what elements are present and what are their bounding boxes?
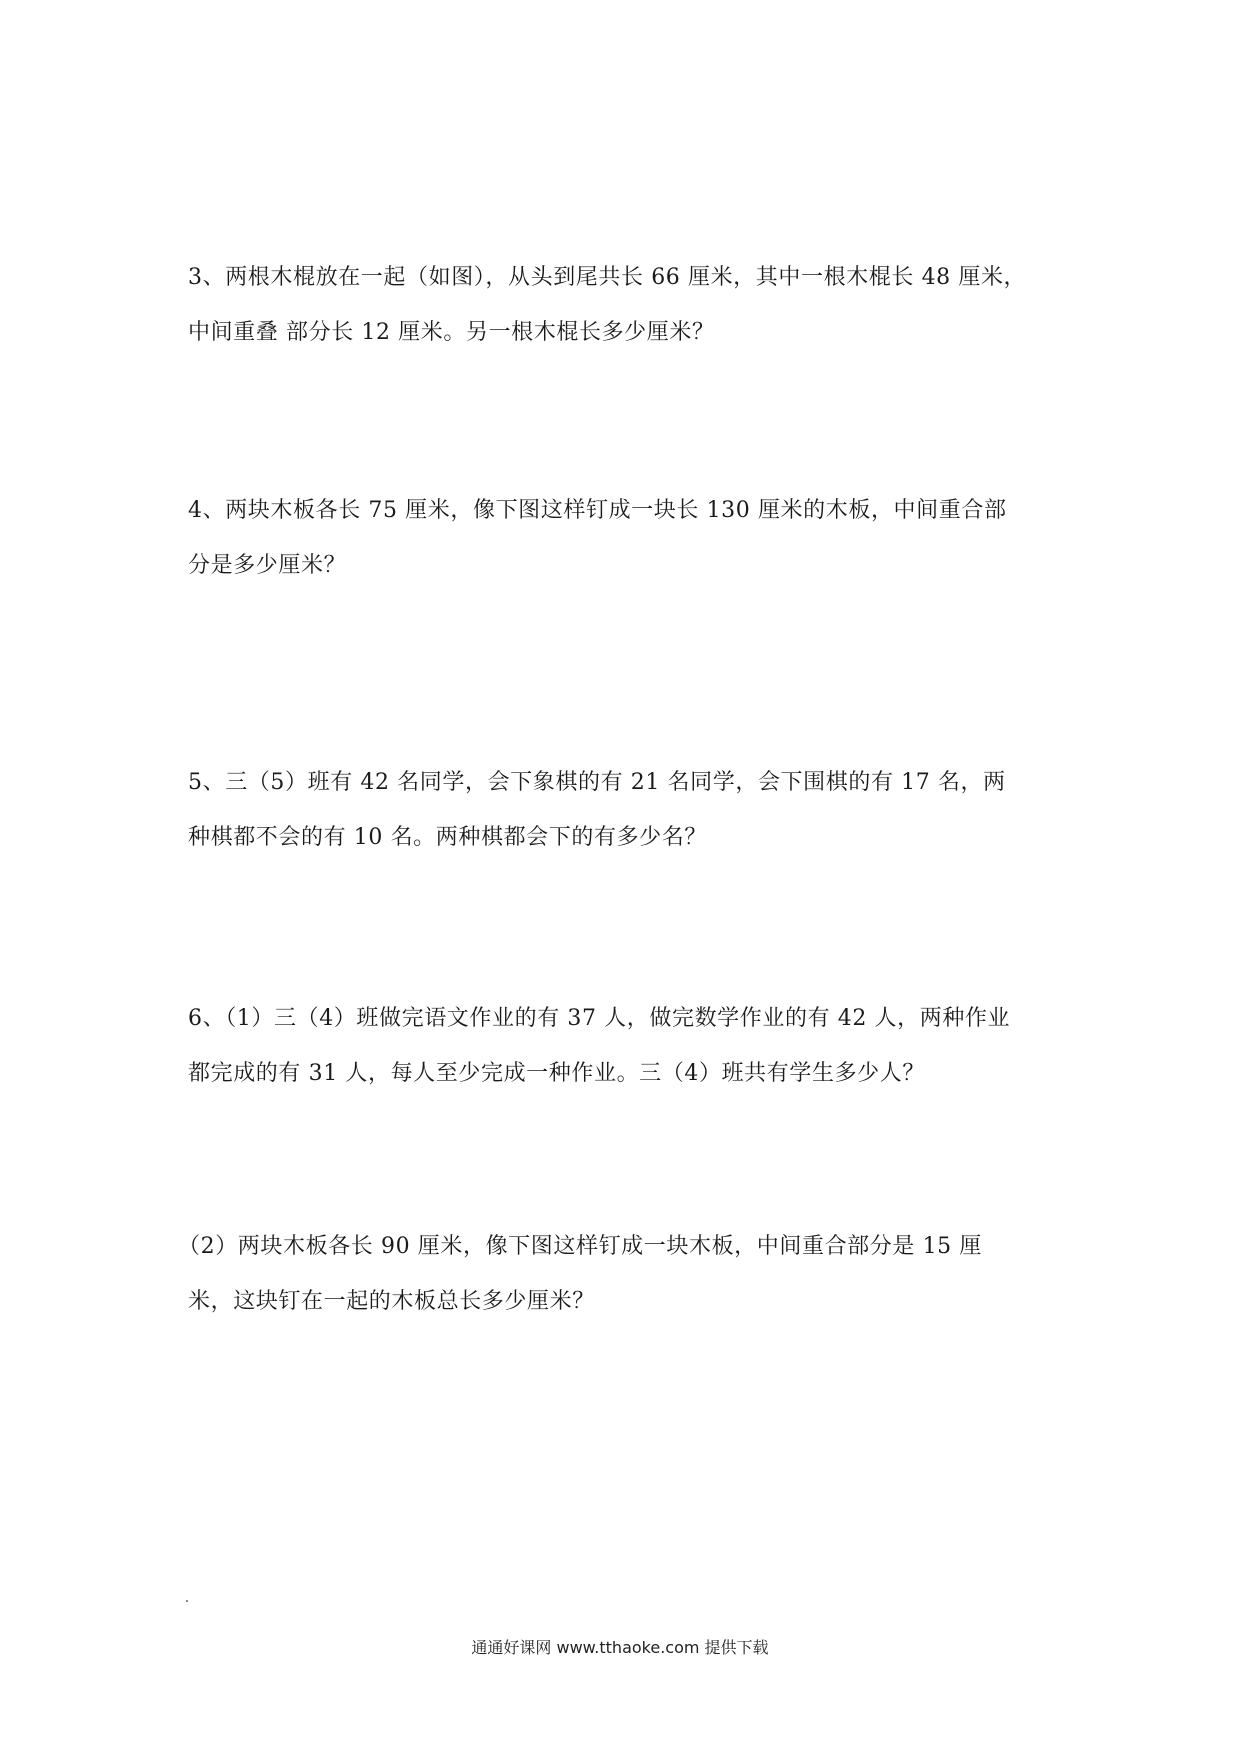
problem-4-line-1: 4、两块木板各长 75 厘米，像下图这样钉成一块长 130 厘米的木板，中间重合部 (188, 498, 1007, 523)
problem-5-line-1: 5、三（5）班有 42 名同学，会下象棋的有 21 名同学，会下围棋的有 17 名，两 (188, 770, 1006, 795)
problem-3-line-2: 中间重叠 部分长 12 厘米。另一根木棍长多少厘米？ (188, 320, 715, 345)
footer-source: 通通好课网 www.tthaoke.com 提供下载 (471, 1638, 769, 1657)
problem-6-2-line-1: （2）两块木板各长 90 厘米，像下图这样钉成一块木板，中间重合部分是 15 厘 (178, 1234, 982, 1259)
scan-speck (186, 1600, 188, 1602)
problem-6-1-line-1: 6、（1）三（4）班做完语文作业的有 37 人，做完数学作业的有 42 人，两种作业 (188, 1006, 1011, 1031)
problem-4-line-2: 分是多少厘米？ (188, 553, 347, 578)
problem-3-line-1: 3、两根木棍放在一起（如图），从头到尾共长 66 厘米，其中一根木棍长 48 厘米， (188, 265, 1027, 290)
problem-5-line-2: 种棋都不会的有 10 名。两种棋都会下的有多少名？ (188, 825, 707, 850)
problem-6-2-line-2: 米，这块钉在一起的木板总长多少厘米？ (188, 1289, 595, 1314)
problem-6-1-line-2: 都完成的有 31 人，每人至少完成一种作业。三（4）班共有学生多少人？ (188, 1061, 925, 1086)
